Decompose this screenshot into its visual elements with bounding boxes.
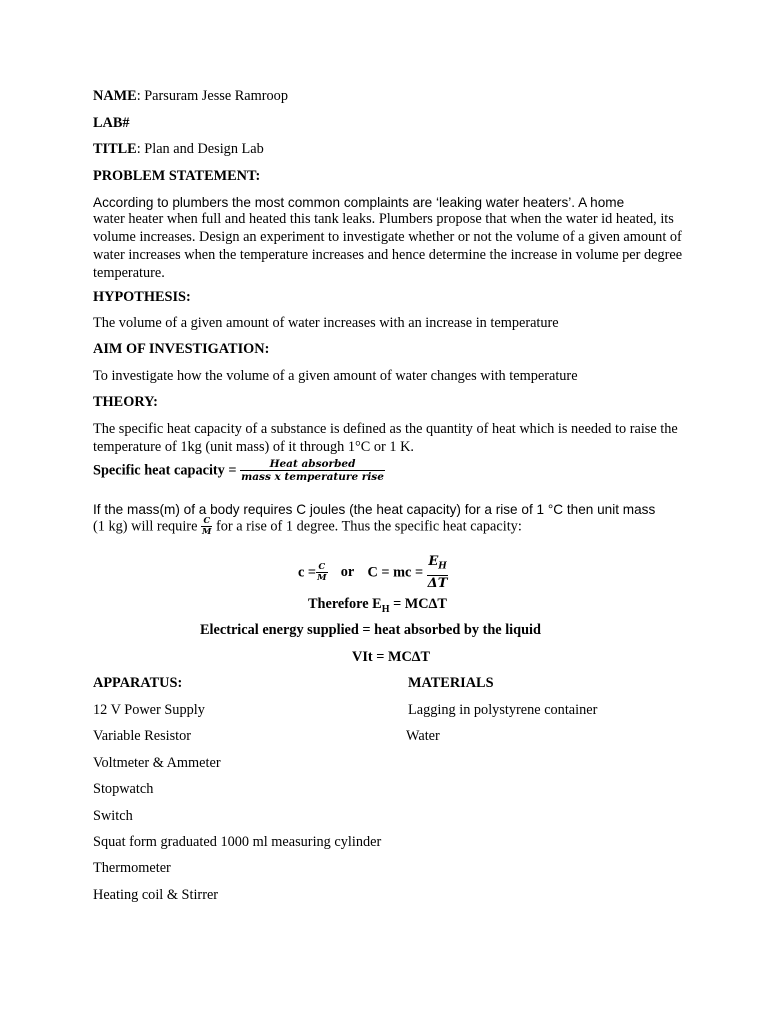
- apparatus-item: 12 V Power Supply: [93, 702, 205, 718]
- name-line: [93, 87, 288, 105]
- shc-denominator: mass x temperature rise: [241, 471, 384, 483]
- eq1-eh-numerator: $E_H$: [427, 554, 449, 576]
- eq1-right: C = mc =: [367, 564, 427, 581]
- mass-line-2b: for a rise of 1 degree. Thus the specific heat capacity:: [212, 518, 522, 535]
- problem-first-line: According to plumbers the most common complaints are ‘leaking water heaters’. A home: [93, 195, 625, 210]
- theory-definition: The specific heat capacity of a substance is defined as the quantity of heat which is needed to raise the temperature of 1kg (unit mass) of it through 1°C or 1 K.: [93, 421, 678, 455]
- name-label: NAME: [93, 88, 137, 104]
- aim-heading: AIM OF INVESTIGATION:: [93, 341, 270, 357]
- mass-line-1: If the mass(m) of a body requires C joules (the heat capacity) for a rise of 1 °C then unit mass: [93, 502, 656, 517]
- eq1-numerator: C: [316, 562, 327, 573]
- cm-numerator: C: [201, 516, 212, 527]
- apparatus-item: Heating coil & Stirrer: [93, 887, 219, 903]
- eq1-or: or: [340, 564, 355, 581]
- apparatus-item: Variable Resistor: [93, 728, 192, 744]
- apparatus-item: Squat form graduated 1000 ml measuring cylinder: [93, 834, 382, 850]
- cm-fraction: [201, 516, 212, 537]
- aim-text: To investigate how the volume of a given amount of water changes with temperature: [93, 368, 578, 384]
- materials-item: Water: [406, 728, 440, 744]
- mass-line-2: [93, 516, 522, 537]
- name-value: : Parsuram Jesse Ramroop: [136, 88, 288, 104]
- materials-heading: MATERIALS: [408, 675, 494, 691]
- specific-heat-formula: [93, 458, 385, 483]
- hypothesis-text: The volume of a given amount of water increases with an increase in temperature: [93, 315, 559, 331]
- apparatus-item: Thermometer: [93, 860, 171, 876]
- hypothesis-heading: HYPOTHESIS:: [93, 289, 191, 305]
- eq1-left: c =: [298, 564, 317, 581]
- lab-label: LAB#: [93, 115, 130, 131]
- problem-text: water heater when full and heated this tank leaks. Plumbers propose that when the water id heated, its volume increases. Design an experiment to investigate whether or not the volume of a given amount of water increases when the temperature increases and hence determine the increase in volume per degree temperature.: [93, 211, 683, 281]
- eq1-fraction: [316, 562, 327, 583]
- shc-fraction: [240, 458, 385, 483]
- apparatus-heading: APPARATUS:: [93, 675, 183, 691]
- cm-denominator: M: [202, 527, 212, 537]
- therefore-equation: Therefore $E_H = MC\Delta T$: [308, 596, 447, 615]
- shc-numerator: Heat absorbed: [240, 458, 385, 471]
- electrical-energy-equation: Electrical energy supplied = heat absorbed by the liquid: [200, 622, 541, 638]
- apparatus-item: Voltmeter & Ammeter: [93, 755, 221, 771]
- title-value: : Plan and Design Lab: [136, 141, 264, 157]
- apparatus-item: Switch: [93, 808, 133, 824]
- eq1-denominator: M: [317, 572, 327, 583]
- eq1-eh-denominator: ΔT: [427, 575, 448, 591]
- equation-line: [298, 554, 448, 591]
- vit-equation: VIt = MC∆T: [352, 649, 431, 665]
- apparatus-item: Stopwatch: [93, 781, 154, 797]
- title-label: TITLE: [93, 141, 137, 157]
- theory-heading: THEORY:: [93, 394, 158, 410]
- eq1-eh-fraction: [427, 554, 449, 591]
- title-line: [93, 140, 264, 158]
- mass-line-2a: (1 kg) will require: [93, 518, 201, 535]
- materials-item: Lagging in polystyrene container: [408, 702, 598, 718]
- shc-label: Specific heat capacity =: [93, 462, 241, 479]
- problem-heading: PROBLEM STATEMENT:: [93, 168, 261, 184]
